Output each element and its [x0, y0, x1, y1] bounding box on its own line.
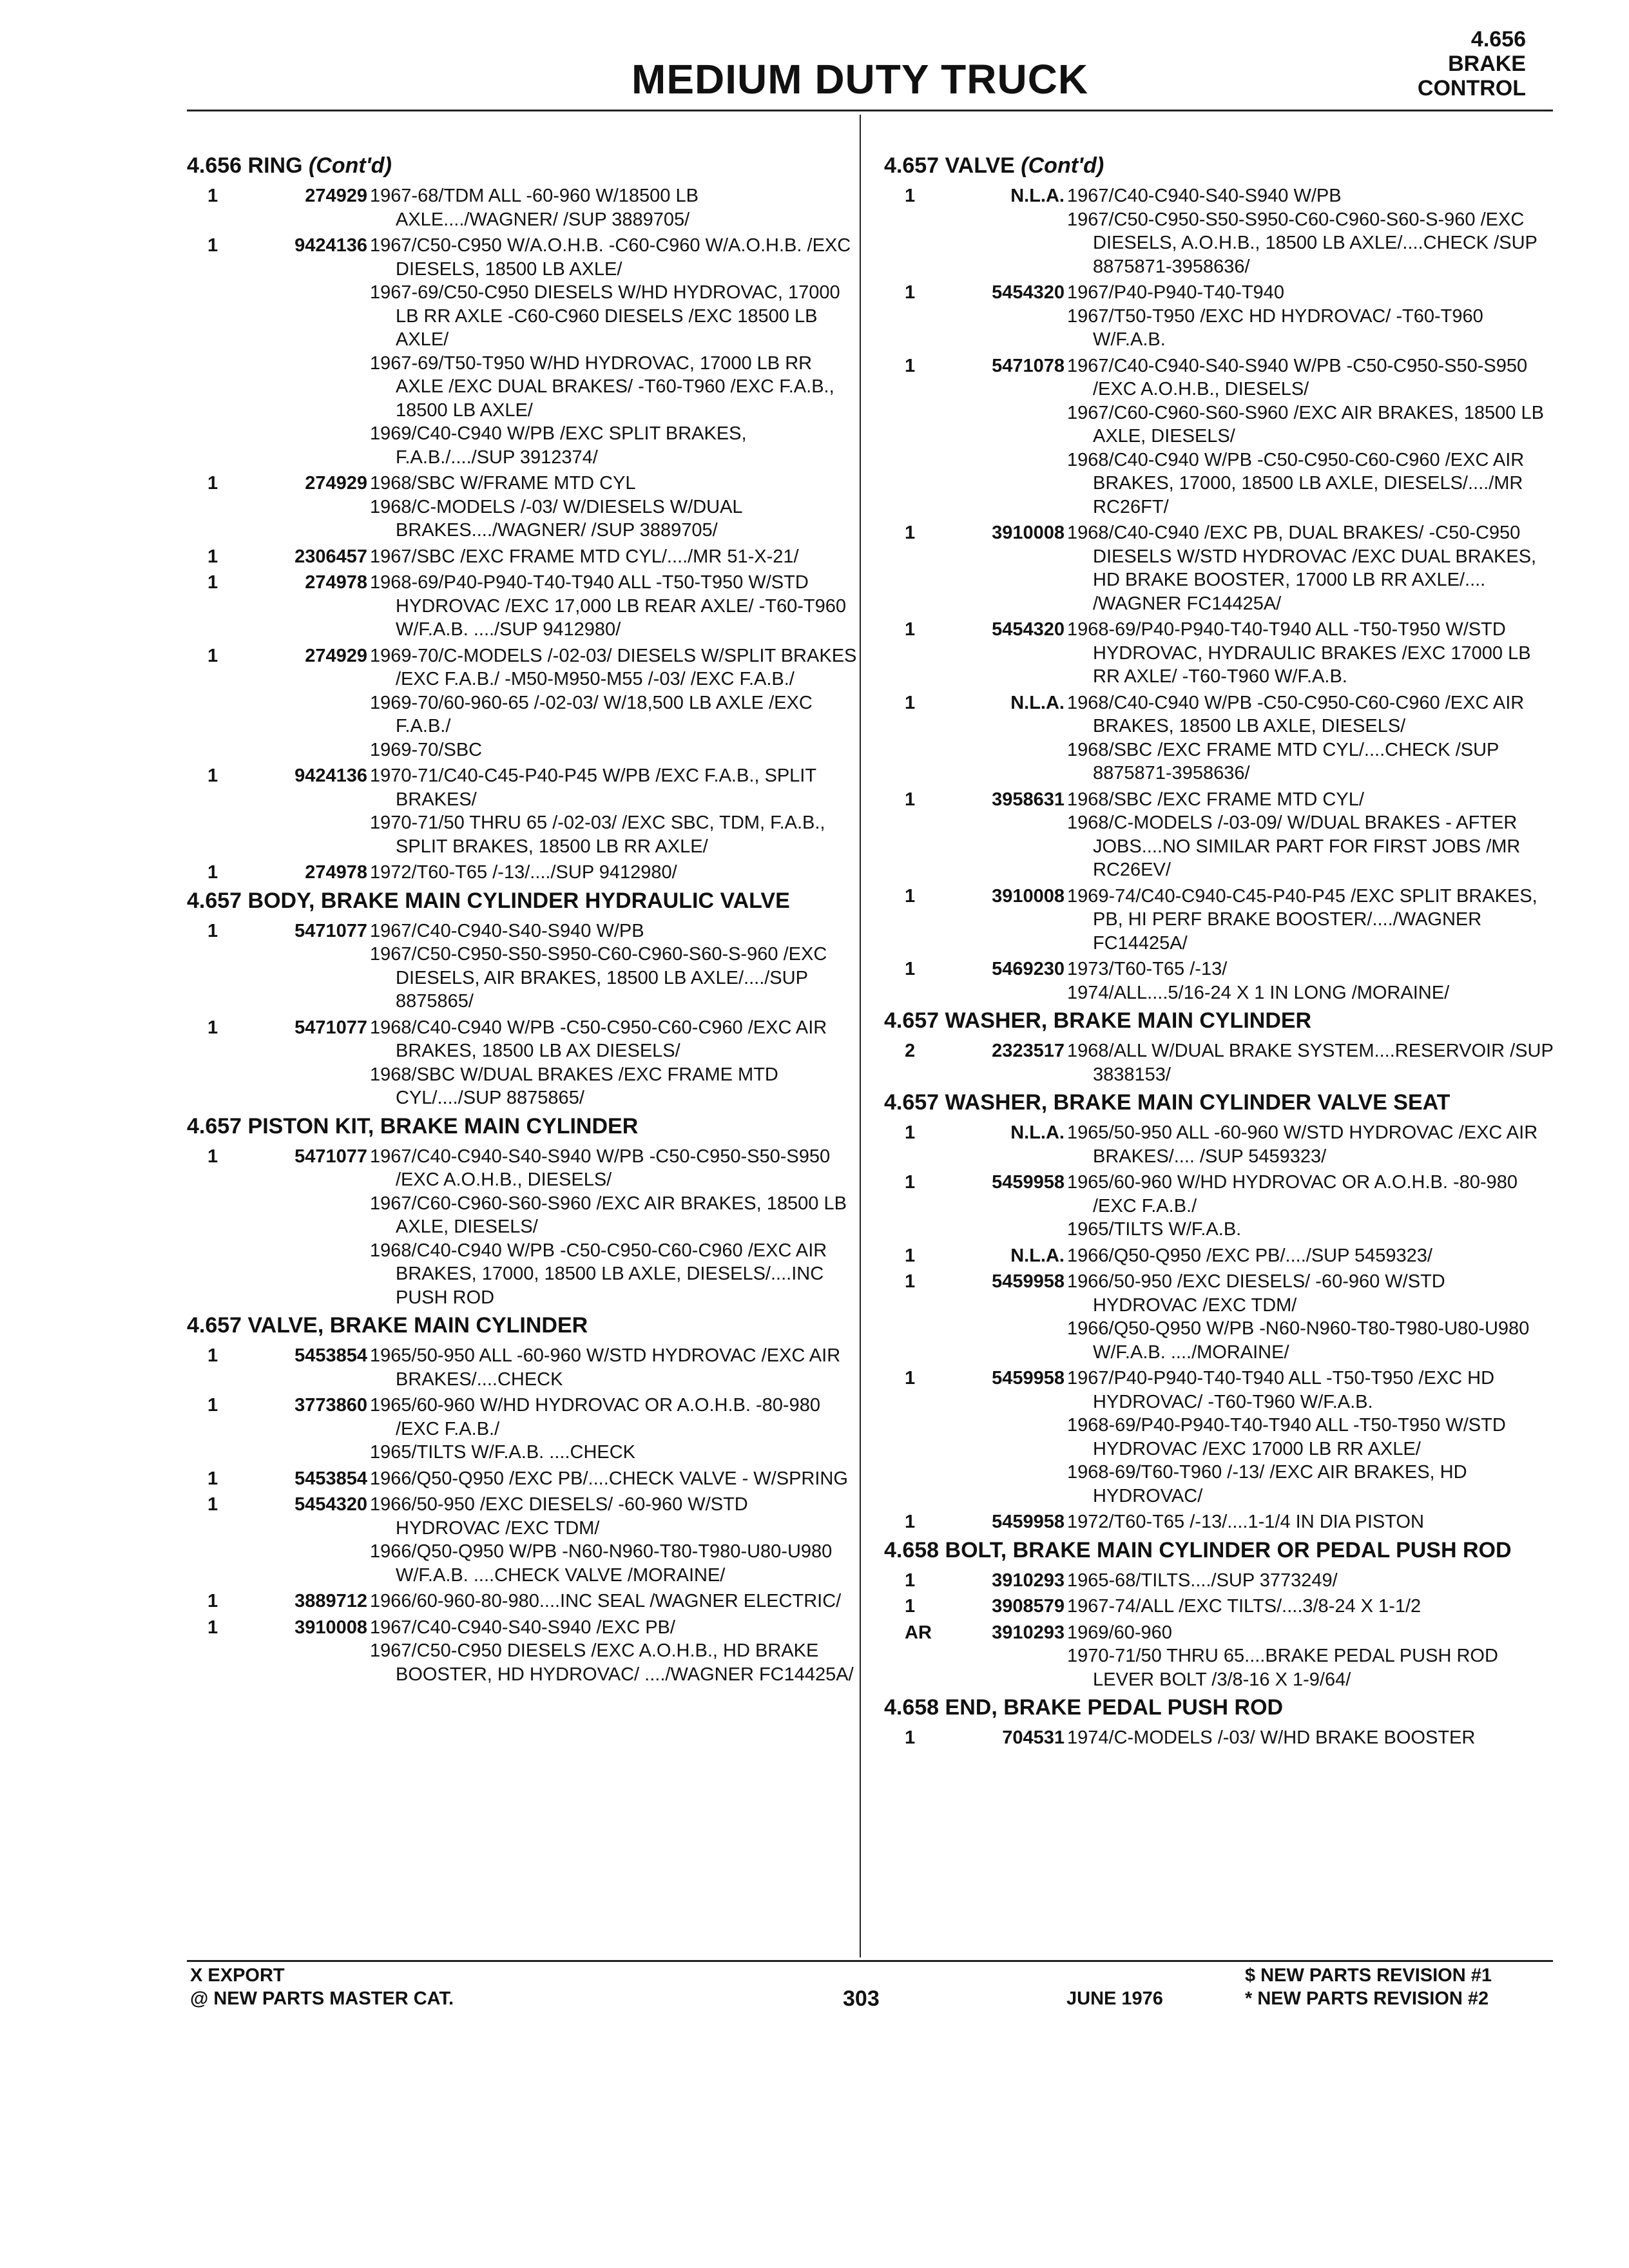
description-line: 1968/C40-C940 W/PB -C50-C950-C60-C960 /EXC AIR BRAKES, 17000, 18500 LB AXLE, DIESELS/....INC PUSH ROD	[370, 1240, 827, 1308]
description-line: 1967/C40-C940-S40-S940 W/PB -C50-C950-S50-S950 /EXC A.O.H.B., DIESELS/	[370, 1146, 831, 1190]
description-line: 1968-69/T60-T960 /-13/ /EXC AIR BRAKES, HD HYDROVAC/	[1067, 1462, 1467, 1506]
part-entry	[884, 521, 1554, 615]
application-description	[1067, 281, 1554, 352]
part-entry	[187, 1467, 857, 1491]
part-entry	[187, 919, 857, 1014]
application-description	[370, 919, 857, 1014]
part-number: 5459958	[992, 1368, 1065, 1389]
description-line: 1974/ALL....5/16-24 X 1 IN LONG /MORAINE/	[1067, 982, 1450, 1003]
application-description	[370, 1394, 857, 1465]
section-heading-text: 4.657 WASHER, BRAKE MAIN CYLINDER VALVE SEAT	[884, 1090, 1451, 1115]
footer-date: JUNE 1976	[1066, 1988, 1163, 2009]
part-number: 3910293	[992, 1622, 1065, 1643]
part-number: 2323517	[992, 1041, 1065, 1061]
description-line: 1974/C-MODELS /-03/ W/HD BRAKE BOOSTER	[1067, 1727, 1476, 1748]
quantity: 1	[207, 235, 218, 256]
description-line: 1969/C40-C940 W/PB /EXC SPLIT BRAKES, F.A.B./..../SUP 3912374/	[370, 423, 747, 468]
section-heading	[884, 1008, 1554, 1033]
description-line: 1967/C60-C960-S60-S960 /EXC AIR BRAKES, 18500 LB AXLE, DIESELS/	[1067, 402, 1544, 447]
quantity: 1	[905, 282, 916, 303]
part-entry	[884, 1039, 1554, 1086]
part-entry	[884, 885, 1554, 956]
part-number: 5454320	[992, 619, 1065, 640]
quantity: 1	[207, 862, 218, 883]
part-entry	[187, 1394, 857, 1465]
description-line: 1968/C40-C940 W/PB -C50-C950-C60-C960 /EXC AIR BRAKES, 18500 LB AXLE, DIESELS/	[1067, 692, 1525, 736]
section-heading	[884, 1695, 1554, 1720]
part-number: 3910008	[294, 1617, 367, 1638]
section-heading-text: 4.656 RING	[187, 153, 303, 178]
quantity: 1	[905, 885, 916, 907]
part-entry	[187, 545, 857, 569]
section-number: 4.656	[1470, 27, 1526, 52]
continued-label: (Cont'd)	[1021, 153, 1104, 178]
description-line: 1967-74/ALL /EXC TILTS/....3/8-24 X 1-1/2	[1067, 1596, 1422, 1617]
part-entry	[187, 764, 857, 858]
quantity: 1	[905, 1570, 916, 1591]
description-line: 1965/60-960 W/HD HYDROVAC OR A.O.H.B. -80-980 /EXC F.A.B./	[1067, 1172, 1518, 1216]
part-number: 2306457	[294, 546, 367, 567]
quantity: 1	[207, 546, 218, 567]
quantity: 1	[207, 645, 218, 666]
application-description	[1067, 788, 1554, 882]
column-divider	[860, 115, 861, 1957]
application-description	[370, 1344, 857, 1391]
part-number: 9424136	[294, 765, 367, 786]
description-line: 1967/C50-C950 DIESELS /EXC A.O.H.B., HD BRAKE BOOSTER, HD HYDROVAC/ ..../WAGNER FC14425A/	[370, 1640, 854, 1685]
part-entry	[884, 957, 1554, 1004]
part-number: 3908579	[992, 1596, 1065, 1617]
quantity: 1	[207, 1494, 218, 1515]
application-description	[1067, 1367, 1554, 1508]
footer-rule	[187, 1960, 1553, 1962]
footer-revision-2: * NEW PARTS REVISION #2	[1245, 1988, 1489, 2009]
quantity: 1	[905, 1245, 916, 1266]
application-description	[370, 1590, 857, 1613]
part-number: 274978	[305, 862, 367, 883]
application-description	[370, 1016, 857, 1110]
description-line: 1965-68/TILTS..../SUP 3773249/	[1067, 1570, 1338, 1591]
part-number: N.L.A.	[1010, 1245, 1065, 1266]
quantity: 1	[905, 789, 916, 810]
quantity: 1	[207, 1468, 218, 1489]
description-line: 1966/Q50-Q950 /EXC PB/..../SUP 5459323/	[1067, 1245, 1432, 1266]
section-heading-text: 4.657 BODY, BRAKE MAIN CYLINDER HYDRAULIC VALVE	[187, 888, 790, 913]
description-line: 1968/C-MODELS /-03-09/ W/DUAL BRAKES - AFTER JOBS....NO SIMILAR PART FOR FIRST JOBS /MR RC26EV/	[1067, 812, 1521, 880]
application-description	[370, 764, 857, 858]
part-entry	[884, 1621, 1554, 1692]
part-number: 5459958	[992, 1512, 1065, 1532]
part-entry	[884, 788, 1554, 882]
part-entry	[187, 644, 857, 762]
description-line: 1972/T60-T65 /-13/....1-1/4 IN DIA PISTON	[1067, 1512, 1424, 1532]
description-line: 1970-71/50 THRU 65....BRAKE PEDAL PUSH ROD LEVER BOLT /3/8-16 X 1-9/64/	[1067, 1646, 1498, 1690]
section-code	[1418, 27, 1526, 101]
application-description	[370, 571, 857, 642]
part-entry	[884, 1726, 1554, 1750]
part-number: 274929	[305, 186, 367, 206]
description-line: 1966/50-950 /EXC DIESELS/ -60-960 W/STD HYDROVAC /EXC TDM/	[1067, 1271, 1445, 1316]
application-description	[1067, 618, 1554, 689]
application-description	[1067, 1270, 1554, 1364]
quantity: 1	[207, 920, 218, 941]
application-description	[1067, 1726, 1554, 1750]
application-description	[370, 184, 857, 231]
part-entry	[187, 1344, 857, 1391]
application-description	[370, 1616, 857, 1687]
application-description	[370, 861, 857, 885]
description-line: 1968/SBC W/FRAME MTD CYL	[370, 473, 636, 494]
quantity: 1	[905, 959, 916, 979]
part-number: 5453854	[294, 1345, 367, 1366]
part-number: 3773860	[294, 1395, 367, 1416]
quantity: 1	[207, 473, 218, 494]
part-number: 5459958	[992, 1271, 1065, 1292]
description-line: 1967/T50-T950 /EXC HD HYDROVAC/ -T60-T960 W/F.A.B.	[1067, 305, 1483, 350]
quantity: 1	[207, 1395, 218, 1416]
description-line: 1967/P40-P940-T40-T940 ALL -T50-T950 /EXC HD HYDROVAC/ -T60-T960 W/F.A.B.	[1067, 1368, 1495, 1412]
section-heading	[884, 1538, 1554, 1562]
application-description	[1067, 1595, 1554, 1619]
part-entry	[187, 234, 857, 469]
description-line: 1965/TILTS W/F.A.B. ....CHECK	[370, 1442, 636, 1463]
quantity: 1	[905, 619, 916, 640]
description-line: 1972/T60-T65 /-13/..../SUP 9412980/	[370, 862, 677, 883]
description-line: 1967/C50-C950-S50-S950-C60-C960-S60-S-960 /EXC DIESELS, A.O.H.B., 18500 LB AXLE/....CHECK /SUP 8875871-3958636/	[1067, 209, 1537, 277]
description-line: 1966/60-960-80-980....INC SEAL /WAGNER ELECTRIC/	[370, 1591, 842, 1611]
description-line: 1969-70/C-MODELS /-02-03/ DIESELS W/SPLIT BRAKES /EXC F.A.B./ -M50-M950-M55 /-03/ /EXC F.A.B./	[370, 645, 857, 689]
section-heading-text: 4.657 WASHER, BRAKE MAIN CYLINDER	[884, 1008, 1312, 1033]
description-line: 1965/50-950 ALL -60-960 W/STD HYDROVAC /EXC AIR BRAKES/.... /SUP 5459323/	[1067, 1122, 1538, 1167]
description-line: 1968/C40-C940 /EXC PB, DUAL BRAKES/ -C50-C950 DIESELS W/STD HYDROVAC /EXC DUAL BRAKES, HD BRAKE BOOSTER, 17000 LB RR AXLE/.... /WAGNER FC14425A/	[1067, 523, 1537, 614]
description-line: 1967/C40-C940-S40-S940 W/PB -C50-C950-S50-S950 /EXC A.O.H.B., DIESELS/	[1067, 355, 1528, 399]
application-description	[370, 234, 857, 469]
part-entry	[187, 571, 857, 642]
part-number: 5471077	[294, 1017, 367, 1038]
footer-export: X EXPORT	[190, 1965, 285, 1986]
quantity: 1	[905, 1727, 916, 1748]
application-description	[370, 644, 857, 762]
right-column	[884, 149, 1554, 1753]
quantity: AR	[905, 1622, 932, 1643]
description-line: 1968-69/P40-P940-T40-T940 ALL -T50-T950 W/STD HYDROVAC /EXC 17,000 LB REAR AXLE/ -T60-T960 W/F.A.B. ..../SUP 9412980/	[370, 572, 846, 640]
part-entry	[884, 1171, 1554, 1242]
part-number: N.L.A.	[1010, 186, 1065, 206]
description-line: 1970-71/C40-C45-P40-P45 W/PB /EXC F.A.B., SPLIT BRAKES/	[370, 765, 816, 810]
quantity: 1	[207, 1017, 218, 1038]
description-line: 1970-71/50 THRU 65 /-02-03/ /EXC SBC, TDM, F.A.B., SPLIT BRAKES, 18500 LB RR AXLE/	[370, 812, 825, 857]
continued-label: (Cont'd)	[308, 153, 392, 178]
quantity: 1	[207, 1345, 218, 1366]
description-line: 1968/C40-C940 W/PB -C50-C950-C60-C960 /EXC AIR BRAKES, 18500 LB AX DIESELS/	[370, 1017, 827, 1061]
part-number: 274929	[305, 645, 367, 666]
footer-master-cat: @ NEW PARTS MASTER CAT.	[190, 1988, 454, 2009]
part-number: 5471077	[294, 1146, 367, 1167]
part-number: 5459958	[992, 1172, 1065, 1193]
description-line: 1966/Q50-Q950 W/PB -N60-N960-T80-T980-U80-U980 W/F.A.B. ..../MORAINE/	[1067, 1318, 1530, 1363]
page-number: 303	[843, 1986, 880, 2011]
part-entry	[884, 281, 1554, 352]
description-line: 1968-69/P40-P940-T40-T940 ALL -T50-T950 W/STD HYDROVAC /EXC 17000 LB RR AXLE/	[1067, 1415, 1506, 1459]
application-description	[1067, 521, 1554, 615]
part-entry	[187, 184, 857, 231]
part-number: 3910008	[992, 523, 1065, 543]
part-entry	[187, 1493, 857, 1587]
application-description	[370, 472, 857, 543]
quantity: 1	[207, 186, 218, 206]
description-line: 1967/C40-C940-S40-S940 W/PB	[370, 920, 644, 941]
description-line: 1969-74/C40-C940-C45-P40-P45 /EXC SPLIT BRAKES, PB, HI PERF BRAKE BOOSTER/..../WAGNER FC14425A/	[1067, 885, 1537, 954]
section-heading-text: 4.658 BOLT, BRAKE MAIN CYLINDER OR PEDAL PUSH ROD	[884, 1537, 1512, 1562]
part-entry	[884, 1270, 1554, 1364]
part-number: 5471077	[294, 920, 367, 941]
part-entry	[884, 1244, 1554, 1268]
part-number: N.L.A.	[1010, 692, 1065, 713]
application-description	[1067, 354, 1554, 519]
section-heading-text: 4.657 VALVE, BRAKE MAIN CYLINDER	[187, 1313, 588, 1338]
part-number: N.L.A.	[1010, 1122, 1065, 1143]
part-number: 3910293	[992, 1570, 1065, 1591]
application-description	[1067, 1171, 1554, 1242]
description-line: 1967/C40-C940-S40-S940 /EXC PB/	[370, 1617, 675, 1638]
application-description	[1067, 885, 1554, 956]
application-description	[1067, 184, 1554, 278]
quantity: 1	[905, 1368, 916, 1389]
part-entry	[187, 1145, 857, 1310]
description-line: 1968/C-MODELS /-03/ W/DIESELS W/DUAL BRAKES..../WAGNER/ /SUP 3889705/	[370, 496, 742, 541]
section-heading	[884, 1090, 1554, 1115]
section-heading	[884, 153, 1554, 178]
application-description	[1067, 1621, 1554, 1692]
description-line: 1968/SBC /EXC FRAME MTD CYL/	[1067, 789, 1364, 810]
application-description	[1067, 1039, 1554, 1086]
part-entry	[884, 1510, 1554, 1534]
part-number: 5453854	[294, 1468, 367, 1489]
quantity: 1	[905, 1596, 916, 1617]
footer-revision-1: $ NEW PARTS REVISION #1	[1245, 1965, 1492, 1986]
description-line: 1968/ALL W/DUAL BRAKE SYSTEM....RESERVOIR /SUP 3838153/	[1067, 1041, 1554, 1085]
left-column	[187, 149, 857, 1689]
section-heading-text: 4.657 PISTON KIT, BRAKE MAIN CYLINDER	[187, 1113, 639, 1139]
application-description	[370, 545, 857, 569]
quantity: 1	[905, 186, 916, 206]
part-entry	[884, 354, 1554, 519]
application-description	[370, 1467, 857, 1491]
description-line: 1973/T60-T65 /-13/	[1067, 959, 1228, 979]
application-description	[370, 1145, 857, 1310]
description-line: 1965/50-950 ALL -60-960 W/STD HYDROVAC /EXC AIR BRAKES/....CHECK	[370, 1345, 841, 1390]
section-heading	[187, 889, 857, 913]
part-entry	[187, 1616, 857, 1687]
part-entry	[187, 1590, 857, 1613]
section-heading-text: 4.657 VALVE	[884, 153, 1015, 178]
description-line: 1967-69/C50-C950 DIESELS W/HD HYDROVAC, 17000 LB RR AXLE -C60-C960 DIESELS /EXC 18500 LB AXLE/	[370, 282, 840, 350]
part-number: 5454320	[294, 1494, 367, 1515]
quantity: 1	[207, 1617, 218, 1638]
description-line: 1969-70/60-960-65 /-02-03/ W/18,500 LB AXLE /EXC F.A.B./	[370, 692, 813, 736]
description-line: 1967-69/T50-T950 W/HD HYDROVAC, 17000 LB RR AXLE /EXC DUAL BRAKES/ -T60-T960 /EXC F.A.B., 18500 LB AXLE/	[370, 352, 834, 421]
part-number: 5471078	[992, 355, 1065, 376]
part-entry	[884, 618, 1554, 689]
quantity: 1	[905, 1122, 916, 1143]
description-line: 1968/C40-C940 W/PB -C50-C950-C60-C960 /EXC AIR BRAKES, 17000, 18500 LB AXLE, DIESELS/..../MR RC26FT/	[1067, 449, 1525, 517]
quantity: 1	[905, 1172, 916, 1193]
description-line: 1969/60-960	[1067, 1622, 1172, 1643]
quantity: 1	[905, 355, 916, 376]
part-number: 704531	[1002, 1727, 1065, 1748]
description-line: 1966/Q50-Q950 W/PB -N60-N960-T80-T980-U80-U980 W/F.A.B. ....CHECK VALVE /MORAINE/	[370, 1541, 833, 1586]
application-description	[370, 1493, 857, 1587]
application-description	[1067, 1510, 1554, 1534]
description-line: 1965/TILTS W/F.A.B.	[1067, 1219, 1242, 1240]
part-entry	[884, 691, 1554, 785]
application-description	[1067, 1244, 1554, 1268]
part-entry	[884, 1367, 1554, 1508]
part-entry	[884, 184, 1554, 278]
part-number: 5469230	[992, 959, 1065, 979]
quantity: 1	[207, 1591, 218, 1611]
quantity: 1	[905, 1512, 916, 1532]
header-rule	[187, 110, 1553, 111]
application-description	[1067, 691, 1554, 785]
part-entry	[884, 1569, 1554, 1593]
description-line: 1965/60-960 W/HD HYDROVAC OR A.O.H.B. -80-980 /EXC F.A.B./	[370, 1395, 820, 1439]
part-number: 3910008	[992, 885, 1065, 907]
section-heading	[187, 1313, 857, 1338]
part-entry	[187, 472, 857, 543]
part-entry	[884, 1121, 1554, 1168]
section-name-line2: CONTROL	[1417, 76, 1526, 101]
section-name-line1: BRAKE	[1448, 52, 1526, 76]
application-description	[1067, 1121, 1554, 1168]
description-line: 1967/C50-C950 W/A.O.H.B. -C60-C960 W/A.O.H.B. /EXC DIESELS, 18500 LB AXLE/	[370, 235, 851, 280]
section-heading	[187, 153, 857, 178]
page-title: MEDIUM DUTY TRUCK	[631, 56, 1089, 102]
description-line: 1969-70/SBC	[370, 739, 483, 760]
part-number: 3889712	[294, 1591, 367, 1611]
part-number: 3958631	[992, 789, 1065, 810]
part-number: 274929	[305, 473, 367, 494]
description-line: 1968/SBC W/DUAL BRAKES /EXC FRAME MTD CYL/..../SUP 8875865/	[370, 1064, 778, 1108]
part-entry	[884, 1595, 1554, 1619]
quantity: 1	[905, 523, 916, 543]
description-line: 1966/Q50-Q950 /EXC PB/....CHECK VALVE - W/SPRING	[370, 1468, 848, 1489]
application-description	[1067, 957, 1554, 1004]
description-line: 1967-68/TDM ALL -60-960 W/18500 LB AXLE..../WAGNER/ /SUP 3889705/	[370, 186, 699, 230]
part-entry	[187, 1016, 857, 1110]
quantity: 1	[207, 572, 218, 593]
part-number: 5454320	[992, 282, 1065, 303]
section-heading-text: 4.658 END, BRAKE PEDAL PUSH ROD	[884, 1695, 1284, 1720]
quantity: 1	[207, 765, 218, 786]
description-line: 1967/P40-P940-T40-T940	[1067, 282, 1284, 303]
description-line: 1968-69/P40-P940-T40-T940 ALL -T50-T950 W/STD HYDROVAC, HYDRAULIC BRAKES /EXC 17000 LB RR AXLE/ -T60-T960 W/F.A.B.	[1067, 619, 1531, 687]
description-line: 1967/C60-C960-S60-S960 /EXC AIR BRAKES, 18500 LB AXLE, DIESELS/	[370, 1193, 847, 1237]
part-entry	[187, 861, 857, 885]
application-description	[1067, 1569, 1554, 1593]
quantity: 1	[207, 1146, 218, 1167]
quantity: 2	[905, 1041, 916, 1061]
section-heading	[187, 1114, 857, 1139]
description-line: 1968/SBC /EXC FRAME MTD CYL/....CHECK /SUP 8875871-3958636/	[1067, 739, 1499, 783]
part-number: 9424136	[294, 235, 367, 256]
quantity: 1	[905, 692, 916, 713]
description-line: 1967/C50-C950-S50-S950-C60-C960-S60-S-960 /EXC DIESELS, AIR BRAKES, 18500 LB AXLE/..../SUP 8875865/	[370, 944, 827, 1012]
quantity: 1	[905, 1271, 916, 1292]
description-line: 1966/50-950 /EXC DIESELS/ -60-960 W/STD HYDROVAC /EXC TDM/	[370, 1494, 748, 1539]
part-number: 274978	[305, 572, 367, 593]
description-line: 1967/C40-C940-S40-S940 W/PB	[1067, 186, 1342, 206]
description-line: 1967/SBC /EXC FRAME MTD CYL/..../MR 51-X-21/	[370, 546, 799, 567]
